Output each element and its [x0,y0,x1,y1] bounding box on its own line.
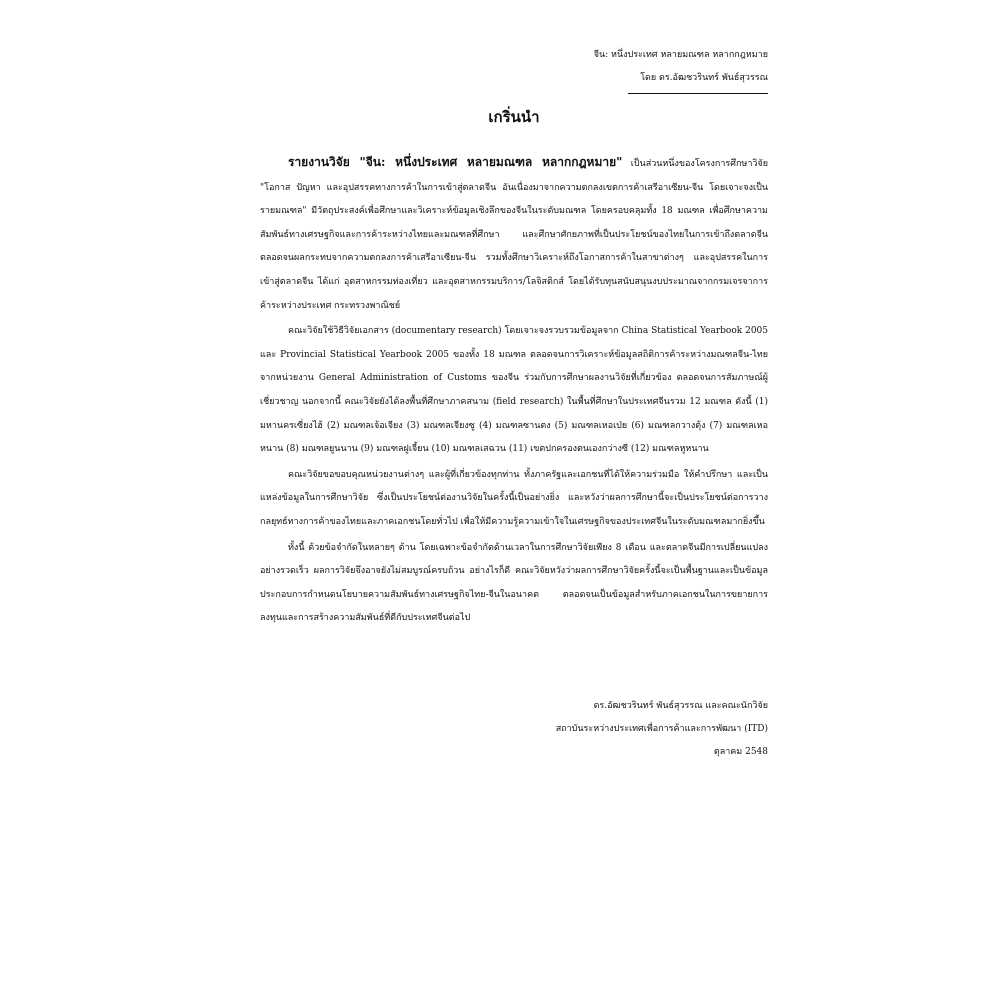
signature-date: ตุลาคม 2548 [713,746,768,757]
document-header [260,44,768,94]
paragraph-limitations: ทั้งนี้ ด้วยข้อจำกัดในหลายๆ ด้าน โดยเฉพาะข้อจำกัดด้านเวลาในการศึกษาวิจัยเพียง 8 เดือน และตลาดจีนมีการเปลี่ยนแปลงอย่างรวดเร็ว ผลการวิจัยจึงอาจยังไม่สมบูรณ์ครบถ้วน อย่างไรก็ดี คณะวิจัยหวังว่าผลการศึกษาวิจัยครั้งนี้จะเป็นพื้นฐานและเป็นข้อมูลประกอบการกำหนดนโยบายความสัมพันธ์ทางเศรษฐกิจไทย-จีนในอนาคต ตลอดจนเป็นข้อมูลสำหรับภาคเอกชนในการขยายการลงทุนและการสร้างความสัมพันธ์ที่ดีกับประเทศจีนต่อไป [260,542,768,624]
paragraph-intro [260,151,768,318]
header-author: โดย ดร.อัฒชวรินทร์ พันธ์สุวรรณ [640,73,768,83]
page-title: เกริ่นนำ [488,108,540,126]
header-divider [628,93,768,94]
signature-block [260,695,768,764]
signature-institution: สถาบันระหว่างประเทศเพื่อการค้าและการพัฒนา (ITD) [555,723,768,734]
signature-authors: ดร.อัฒชวรินทร์ พันธ์สุวรรณ และคณะนักวิจัย [593,700,768,711]
header-series-title: จีน: หนึ่งประเทศ หลายมณฑล หลากกฎหมาย [593,50,768,60]
report-title-lead: รายงานวิจัย "จีน: หนึ่งประเทศ หลายมณฑล หลากกฎหมาย" [288,155,623,169]
paragraph-acknowledgement: คณะวิจัยขอขอบคุณหน่วยงานต่างๆ และผู้ที่เกี่ยวข้องทุกท่าน ทั้งภาครัฐและเอกชนที่ได้ให้ความร่วมมือ ให้คำปรึกษา และเป็นแหล่งข้อมูลในการศึกษาวิจัย ซึ่งเป็นประโยชน์ต่องานวิจัยในครั้งนี้เป็นอย่างยิ่ง และหวังว่าผลการศึกษานี้จะเป็นประโยชน์ต่อการวางกลยุทธ์ทางการค้าของไทยและภาคเอกชนโดยทั่วไป เพื่อให้มีความรู้ความเข้าใจในเศรษฐกิจของประเทศจีนในระดับมณฑลมากยิ่งขึ้น [260,469,768,527]
paragraph-intro-text: เป็นส่วนหนึ่งของโครงการศึกษาวิจัย "โอกาส ปัญหา และอุปสรรคทางการค้าในการเข้าสู่ตลาดจีน อันเนื่องมาจากความตกลงเขตการค้าเสรีอาเซียน-จีน โดยเจาะจงเป็นรายมณฑล" มีวัตถุประสงค์เพื่อศึกษาและวิเคราะห์ข้อมูลเชิงลึกของจีนในระดับมณฑล โดยครอบคลุมทั้ง 18 มณฑล เพื่อศึกษาความสัมพันธ์ทางเศรษฐกิจและการค้าระหว่างไทยและมณฑลที่ศึกษา และศึกษาศักยภาพที่เป็นประโยชน์ของไทยในการเข้าถึงตลาดจีน ตลอดจนผลกระทบจากความตกลงการค้าเสรีอาเซียน-จีน รวมทั้งศึกษาวิเคราะห์ถึงโอกาสการค้าในสาขาต่างๆ และอุปสรรคในการเข้าสู่ตลาดจีน ได้แก่ อุตสาหกรรมท่องเที่ยว และอุตสาหกรรมบริการ/โลจิสติกส์ โดยได้รับทุนสนับสนุนงบประมาณจากกรมเจรจาการค้าระหว่างประเทศ กระทรวงพาณิชย์ [260,159,768,311]
paragraph-methodology: คณะวิจัยใช้วิธีวิจัยเอกสาร (documentary research) โดยเจาะจงรวบรวมข้อมูลจาก China Statistical Yearbook 2005 และ Provincial Statistical Yearbook 2005 ของทั้ง 18 มณฑล ตลอดจนการวิเคราะห์ข้อมูลสถิติการค้าระหว่างมณฑลจีน-ไทยจากหน่วยงาน General Administration of Customs ของจีน ร่วมกับการศึกษาผลงานวิจัยที่เกี่ยวข้อง ตลอดจนการสัมภาษณ์ผู้เชี่ยวชาญ นอกจากนี้ คณะวิจัยยังได้ลงพื้นที่ศึกษาภาคสนาม (field research) ในพื้นที่ศึกษาในประเทศจีนรวม 12 มณฑล ดังนี้ (1) มหานครเซี่ยงไฮ้ (2) มณฑลเจ้อเจียง (3) มณฑลเจียงซู (4) มณฑลซานตง (5) มณฑลเหอเป่ย (6) มณฑลกวางตุ้ง (7) มณฑลเหอหนาน (8) มณฑลยูนนาน (9) มณฑลฝูเจี้ยน (10) มณฑลเสฉวน (11) เขตปกครองตนเองกว่างซี (12) มณฑลหูหนาน [260,326,768,455]
